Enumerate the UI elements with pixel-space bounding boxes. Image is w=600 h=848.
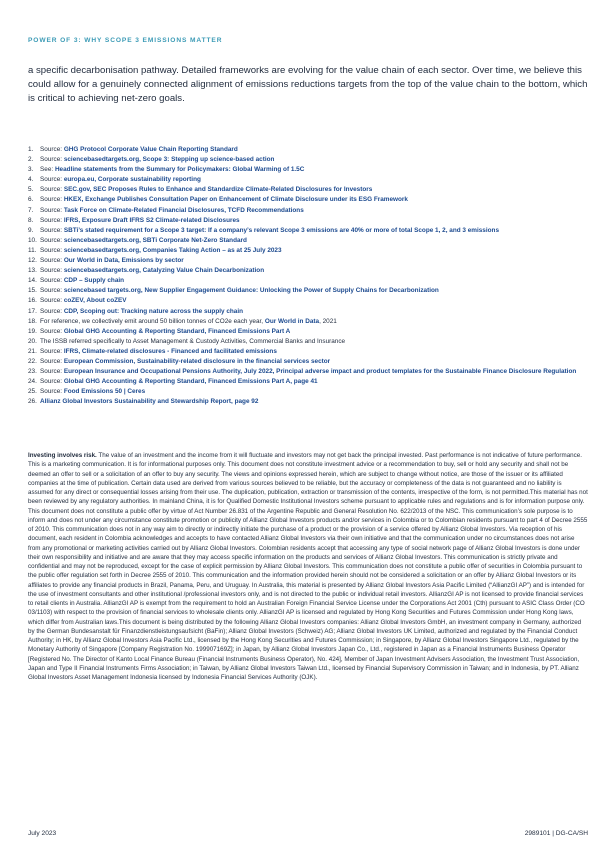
source-link[interactable]: Food Emissions 50 | Ceres [63,388,146,396]
source-suffix: , 2021 [319,317,337,325]
source-prefix: Source: [40,357,64,365]
source-link[interactable]: sciencebasedtargets.org, Companies Taking Action – as at 25 July 2023 [63,246,282,254]
source-prefix: The ISSB referred specifically to Asset Management & Custody Activities, Commercial Banks and Insurance [40,337,346,345]
source-prefix: Source: [40,226,64,234]
source-item [28,206,588,216]
source-prefix: See: [40,166,55,174]
source-prefix: Source: [40,287,64,295]
source-number: 19. [28,327,37,335]
source-number: 15. [28,287,37,295]
source-link[interactable]: Global GHG Accounting & Reporting Standard, Financed Emissions Part A [63,327,291,335]
source-item [28,377,588,387]
source-link[interactable]: SEC.gov, SEC Proposes Rules to Enhance and Standardize Climate-Related Disclosures for Investors [63,186,373,194]
source-link[interactable]: European Commission, Sustainability-related disclosure in the financial services sector [63,357,331,365]
source-prefix: Source: [40,206,64,214]
source-link[interactable]: GHG Protocol Corporate Value Chain Reporting Standard [63,146,238,153]
source-number: 1. [28,146,34,153]
source-prefix: Source: [40,186,64,194]
source-prefix: Source: [40,368,64,376]
source-prefix: Source: [40,267,64,275]
source-prefix: Source: [40,146,64,153]
source-prefix: Source: [40,297,64,305]
source-number: 5. [28,186,34,194]
source-prefix: Source: [40,347,64,355]
section-header-prefix: POWER OF 3: [28,37,82,44]
source-link[interactable]: sciencebased targets.org, New Supplier Engagement Guidance: Unlocking the Power of Supply Chains for Decarbonization [63,287,439,295]
source-item [28,387,588,397]
source-prefix: Source: [40,307,64,315]
source-item [28,397,588,407]
footer-reference: 2989101 | DG-CA/SH [524,830,588,837]
source-number: 4. [28,176,34,184]
source-link[interactable]: HKEX, Exchange Publishes Consultation Paper on Enhancement of Climate Disclosure under its ESG Framework [63,196,408,204]
source-item [28,357,588,367]
source-number: 12. [28,257,37,265]
source-link[interactable]: Global GHG Accounting & Reporting Standard, Financed Emissions Part A, page 41 [63,378,318,386]
source-item [28,195,588,205]
source-link[interactable]: sciencebasedtargets.org, Catalyzing Value Chain Decarbonization [63,267,265,275]
source-link[interactable]: Our World in Data [264,317,320,325]
source-link[interactable]: sciencebasedtargets.org, Scope 3: Stepping up science-based action [63,156,275,164]
source-link[interactable]: SBTi’s stated requirement for a Scope 3 target: If a company’s relevant Scope 3 emissions are 40% or more of total Scope 1, 2, and 3 emissions [63,226,499,234]
source-link[interactable]: CDP – Supply chain [63,277,125,285]
source-number: 26. [28,398,37,406]
source-prefix: Source: [40,277,64,285]
source-number: 8. [28,216,34,224]
source-number: 11. [28,246,37,254]
source-prefix: For reference, we collectively emit around 50 billion tonnes of CO2e each year, [40,317,265,325]
source-number: 3. [28,166,34,174]
source-number: 13. [28,267,37,275]
source-item [28,236,588,246]
intro-paragraph: a specific decarbonisation pathway. Detailed frameworks are evolving for the value chain of each sector. Over time, we believe this could allow for a genuinely connected alignment of emissions reductions targets from the top of the value chain to the bottom, which is critical to achieving net-zero goals. [28,65,588,104]
source-number: 2. [28,156,34,164]
source-link[interactable]: Allianz Global Investors Sustainability and Stewardship Report, page 92 [40,398,259,406]
source-link[interactable]: CDP, Scoping out: Tracking nature across the supply chain [63,307,244,315]
source-number: 25. [28,388,37,396]
section-header-title: WHY SCOPE 3 EMISSIONS MATTER [81,37,223,44]
source-number: 10. [28,236,37,244]
source-item [28,286,588,296]
source-link[interactable]: europa.eu, Corporate sustainability reporting [63,176,201,184]
source-item [28,256,588,266]
source-prefix: Source: [40,388,64,396]
source-number: 9. [28,226,34,234]
source-number: 22. [28,357,37,365]
source-item [28,307,588,317]
source-number: 23. [28,368,37,376]
source-item [28,185,588,195]
source-number: 20. [28,337,37,345]
source-prefix: Source: [40,246,64,254]
source-prefix: Source: [40,378,64,386]
source-item [28,165,588,175]
source-prefix: Source: [40,176,64,184]
source-item [28,367,588,377]
source-item [28,216,588,226]
source-link[interactable]: European Insurance and Occupational Pensions Authority, July 2022, Principal adverse impact and product templates for the Sustainable Finance Disclosure Regulation [63,368,577,376]
source-item [28,266,588,276]
source-number: 14. [28,277,37,285]
source-number: 6. [28,196,34,204]
source-link[interactable]: sciencebasedtargets.org, SBTi Corporate Net-Zero Standard [63,236,247,244]
source-item [28,246,588,256]
sources-list [28,145,588,407]
source-item [28,327,588,337]
source-prefix: Source: [40,236,64,244]
disclaimer-lead: Investing involves risk. [28,452,97,459]
source-item [28,145,588,155]
source-prefix: Source: [40,216,64,224]
disclaimer-body: The value of an investment and the income from it will fluctuate and investors may not get back the principal invested. Past performance is not indicative of future performance. This is a marketing communication. It is for informational purposes only. This document does not constitute investment advice or a recommendation to buy, sell or hold any security and shall not be deemed an offer to sell or a solicitation of an offer to buy any security. The views and opinions expressed herein, which are subject to change without notice, are those of the issuer or its affiliated companies at the time of publication. Certain data used are derived from various sources believed to be reliable, but the accuracy or completeness of the data is not guaranteed and no liability is assumed for any direct or consequential losses arising from their use. The duplication, publication, extraction or transmission of the contents, irrespective of the form, is not permitted.This material has not been reviewed by any regulatory authorities. In mainland China, it is for Qualified Domestic Institutional Investors scheme pursuant to applicable rules and regulations and is for information purpose only. This document does not constitute a public offer by virtue of Act Number 26.831 of the Argentine Republic and General Resolution No. 622/2013 of the NSC. This communication’s sole purpose is to inform and does not under any circumstance constitute promotion or publicity of Allianz Global Investors products and/or services in Colombia or to Colombian residents pursuant to part 4 of Decree 2555 of 2010. This communication does not in any way aim to directly or indirectly initiate the purchase of a product or the provision of a service offered by Allianz Global Investors. Via reception of his document, each resident in Colombia acknowledges and accepts to have contacted Allianz Global Investors via their own initiative and that the communication under no circumstances does not arise from any promotional or marketing activities carried out by Allianz Global Investors. Colombian residents accept that accessing any type of social network page of Allianz Global Investors is done under their own responsibility and initiative and are aware that they may access specific information on the products and services of Allianz Global Investors. This communication is strictly private and confidential and may not be reproduced, except for the case of explicit permission by Allianz Global Investors. This communication does not constitute a public offer of securities in Colombia pursuant to the public offer regulation set forth in Decree 2555 of 2010. This communication and the information provided herein should not be considered a solicitation or an offer by Allianz Global Investors or its affiliates to provide any financial products in Brazil, Panama, Peru, and Uruguay. In Australia, this material is presented by Allianz Global Investors Asia Pacific Limited (“AllianzGI AP”) and is intended for the use of investment consultants and other institutional /professional investors only, and is not directed to the public or individual retail investors. AllianzGI AP is not licensed to provide financial services to retail clients in Australia. AllianzGI AP is exempt from the requirement to hold an Australian Foreign Financial Service License under the Corporations Act 2001 (Cth) pursuant to ASIC Class Order (CO 03/1103) with respect to the provision of financial services to wholesale clients only. AllianzGI AP is licensed and regulated by Hong Kong Securities and Futures Commission under Hong Kong laws, which differ from Australian laws.This document is being distributed by the following Allianz Global Investors companies: Allianz Global Investors GmbH, an investment company in Germany, authorized by the German Bundesanstalt für Finanzdienstleistungsaufsicht (BaFin); Allianz Global Investors (Schweiz) AG; Allianz Global Investors UK Limited, authorized and regulated by the Financial Conduct Authority; in HK, by Allianz Global Investors Asia Pacific Ltd., licensed by the Hong Kong Securities and Futures Commission; in Singapore, by Allianz Global Investors Singapore Ltd., regulated by the Monetary Authority of Singapore [Company Registration No. 199907169Z]; in Japan, by Allianz Global Investors Japan Co., Ltd., registered in Japan as a Financial Instruments Business Operator [Registered No. The Director of Kanto Local Finance Bureau (Financial Instruments Business Operator), No. 424], Member of Japan Investment Advisers Association, the Investment Trust Association, Japan and Type II Financial Instruments Firms Association; in Taiwan, by Allianz Global Investors Taiwan Ltd., licensed by Financial Supervisory Commission in Taiwan; and in Indonesia, by PT. Allianz Global Investors Asset Management Indonesia licensed by Indonesia Financial Services Authority (OJK). [28,452,588,681]
source-link[interactable]: Headline statements from the Summary for Policymakers: Global Warming of 1.5C [54,166,305,174]
source-link[interactable]: IFRS, Climate-related disclosures - Financed and facilitated emissions [63,347,277,355]
source-item [28,317,588,327]
source-prefix: Source: [40,257,64,265]
footer-date: July 2023 [28,830,57,837]
section-header [28,37,222,44]
source-link[interactable]: Task Force on Climate-Related Financial Disclosures, TCFD Recommendations [63,206,304,214]
source-number: 7. [28,206,34,214]
source-link[interactable]: Our World in Data, Emissions by sector [63,257,184,265]
source-prefix: Source: [40,327,64,335]
source-link[interactable]: coZEV, About coZEV [63,297,127,305]
source-item [28,155,588,165]
source-item [28,296,588,306]
source-number: 17. [28,307,37,315]
disclaimer-paragraph [28,451,588,682]
source-number: 16. [28,297,37,305]
source-item [28,175,588,185]
source-item [28,276,588,286]
source-number: 18. [28,317,37,325]
source-item [28,347,588,357]
source-prefix: Source: [40,156,64,164]
source-number: 24. [28,378,37,386]
source-prefix: Source: [40,196,64,204]
source-number: 21. [28,347,37,355]
source-item [28,226,588,236]
source-item [28,337,588,347]
source-link[interactable]: IFRS, Exposure Draft IFRS S2 Climate-related Disclosures [63,216,240,224]
